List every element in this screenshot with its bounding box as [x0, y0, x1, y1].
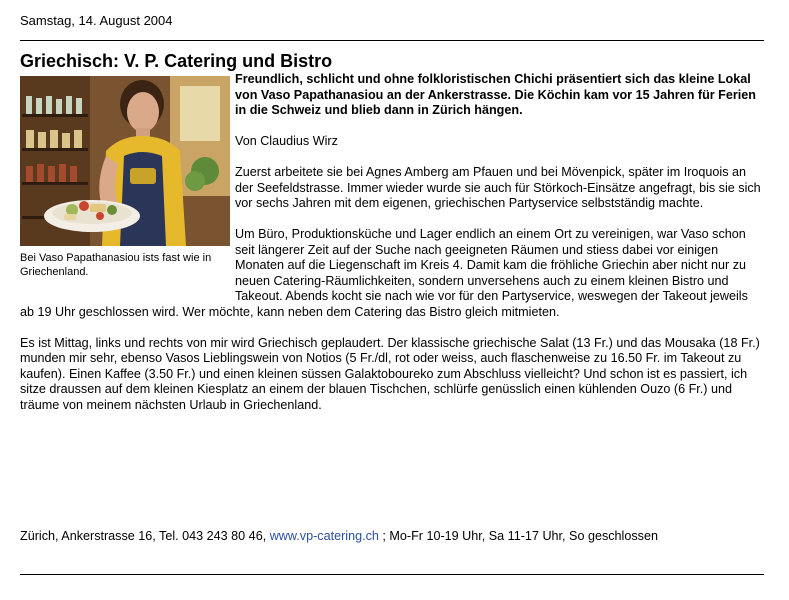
- top-divider: [20, 40, 764, 41]
- address-text: Zürich, Ankerstrasse 16, Tel. 043 243 80 46,: [20, 529, 270, 543]
- website-link[interactable]: www.vp-catering.ch: [269, 529, 379, 543]
- photo-spacer: [20, 72, 235, 290]
- contact-info: [20, 528, 658, 544]
- photo-caption: Bei Vaso Papathanasiou ists fast wie in Griechenland.: [20, 252, 212, 278]
- article-headline: Griechisch: V. P. Catering und Bistro: [20, 51, 333, 71]
- article-author: Von Claudius Wirz: [235, 134, 338, 148]
- article-paragraph: Zuerst arbeitete sie bei Agnes Amberg am Pfauen und bei Mövenpick, später im Iroquois an der Seefeldstrasse. Immer wieder wurde sie auch für Störkoch-Einsätze angefragt, bis sie sich vor sechs Jahren mit dem eigenen, griechischen Partyservice selbstständig machte.: [235, 165, 761, 210]
- article-body: [20, 72, 764, 429]
- opening-hours: ; Mo-Fr 10-19 Uhr, Sa 11-17 Uhr, So geschlossen: [378, 529, 658, 543]
- article-lead: Freundlich, schlicht und ohne folkloristischen Chichi präsentiert sich das kleine Lokal von Vaso Papathanasiou an der Ankerstrasse. Die Köchin kam vor 15 Jahren für Ferien in die Schweiz und blieb dann in Zürich hängen.: [235, 72, 756, 117]
- article-paragraph: Es ist Mittag, links und rechts von mir wird Griechisch geplaudert. Der klassische griechische Salat (13 Fr.) und das Mousaka (18 Fr.) munden mir sehr, ebenso Vasos Lieblingswein von Notios (5 Fr./dl, rot oder weiss, auch flaschenweise zu 16.50 Fr. im Takeout zu kaufen). Einen Kaffee (3.50 Fr.) und einen kleinen süssen Galaktoboureko zum Abschluss vielleicht? Und schon ist es passiert, ich sitze draussen auf dem kleinen Kiesplatz an einem der blauen Tischchen, schlürfe genüsslich einen kühlenden Ouzo (6 Fr.) und träume von meinem nächsten Urlaub in Griechenland.: [20, 335, 760, 412]
- article-paragraph: Um Büro, Produktionsküche und Lager endlich an einem Ort zu vereinigen, war Vaso schon seit längerer Zeit auf der Suche nach geeigneten Räumen und stiess dabei vor einigen Monaten auf die Liegenschaft im Kreis 4. Damit kam die fröhliche Griechin aber nicht nur zu neuen Catering-Räumlichkeiten, sondern unversehens auch zu einem kleinen Bistro und Takeout. Abends kocht sie nach wie vor für den Partyservice, weswegen der Takeout jeweils ab 19 Uhr geschlossen wird. Wer möchte, kann neben dem Catering das Bistro gleich mitmieten.: [20, 227, 748, 319]
- bottom-divider: [20, 574, 764, 575]
- publication-date: Samstag, 14. August 2004: [20, 13, 173, 28]
